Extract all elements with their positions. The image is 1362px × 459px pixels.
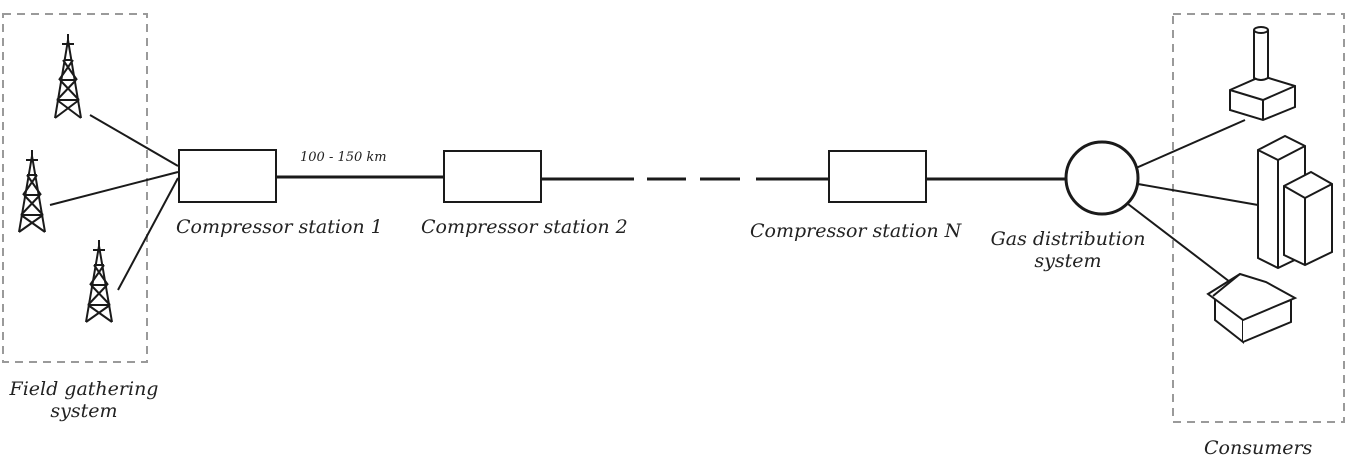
factory-icon [1230,27,1295,120]
house-icon [1208,274,1295,342]
derrick-tower-3 [86,240,112,322]
derrick-tower-2 [19,150,45,232]
compressor-station-n-box [829,151,926,202]
distance-label: 100 - 150 km [300,150,387,165]
compressor-station-1-box [179,150,276,202]
compressor-station-2-label: Compressor station 2 [421,216,628,238]
gathering-lines [50,115,178,290]
field-gathering-label [4,378,164,422]
gas-distribution-label-line2: system [1034,250,1102,272]
compressor-station-2-box [444,151,541,202]
field-gathering-label-line1: Field gathering [9,378,159,400]
derrick-tower-1 [55,34,81,118]
pipeline [276,177,1066,179]
field-gathering-label-line2: system [50,400,118,422]
compressor-station-n-label: Compressor station N [750,220,962,242]
gas-distribution-node [1066,142,1138,214]
compressor-station-1-label: Compressor station 1 [176,216,383,238]
buildings-icon [1258,136,1332,268]
gas-distribution-label [978,228,1158,272]
gas-distribution-label-line1: Gas distribution [990,228,1146,250]
field-gathering-boundary [3,14,147,362]
consumers-label: Consumers [1204,437,1313,459]
